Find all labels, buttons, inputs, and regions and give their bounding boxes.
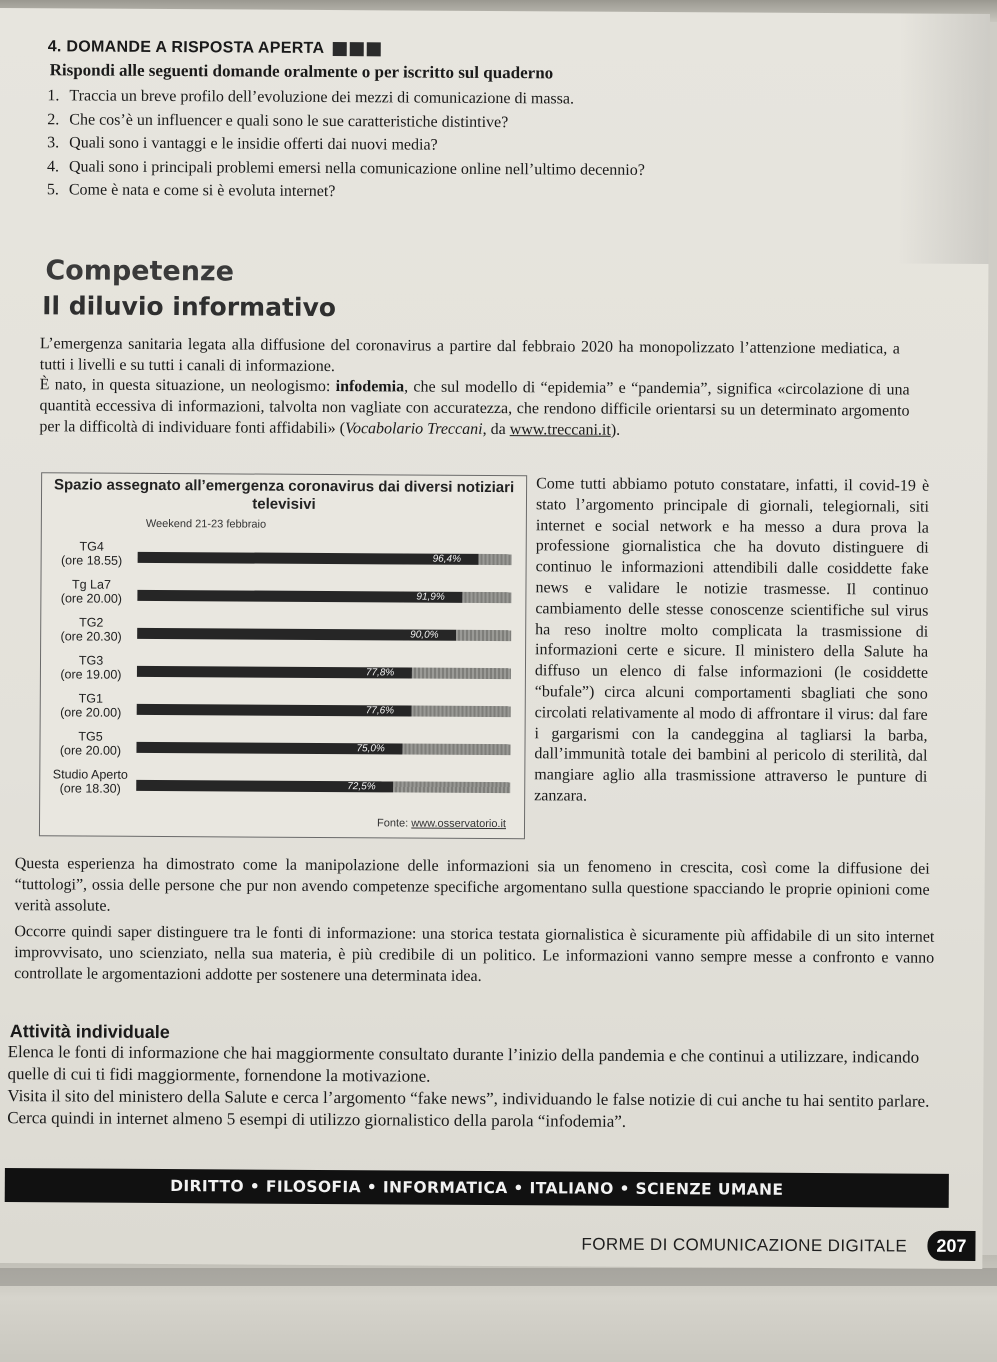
chart-bar: [138, 552, 479, 565]
chart-category-name: TG2: [79, 615, 104, 630]
chart-bar-value-label: 77,8%: [365, 667, 395, 679]
article-paragraph-3: Questa esperienza ha dimostrato come la manipolazione delle informazioni sia un fenomeno in crescita, così come la diffusione dei “tuttologi”, ossia delle persone che pur non avendo competenze specifiche argomentano sulla questione spacciando le proprie opinioni come verità assolute.: [14, 855, 930, 915]
question-item: 2. Che cos’è un influencer e quali sono le sue caratteristiche distintive?: [47, 110, 509, 131]
chart-bar-remainder: [402, 743, 510, 755]
question-item: 3. Quali sono i vantaggi e le insidie offerti dai nuovi media?: [47, 134, 438, 154]
chart-category-label: [44, 767, 136, 796]
chart-bar-remainder: [393, 781, 510, 793]
chart-category-name: TG4: [79, 539, 104, 554]
activity-item-3: Cerca quindi in internet almeno 5 esempi di utilizzo giornalistico della parola “infodemia”.: [7, 1108, 627, 1131]
chart-bar-remainder: [462, 592, 511, 603]
chart-category-time: (ore 20.00): [59, 743, 122, 758]
chart-source-link[interactable]: www.osservatorio.it: [411, 817, 507, 831]
chart-bar-remainder: [412, 706, 511, 718]
subjects-banner: DIRITTO • FILOSOFIA • INFORMATICA • ITALIANO • SCIENZE UMANE: [5, 1168, 949, 1208]
question-item: 4. Quali sono i principali problemi emersi nella comunicazione online nell’ultimo decennio?: [46, 157, 645, 179]
chart-category-time: (ore 18.55): [61, 553, 123, 568]
competenze-title: Competenze: [45, 255, 235, 288]
activity-item-2: Visita il sito del ministero della Salute e cerca l’argomento “fake news”, individuando le false notizie di cui anche tu hai sentito parlare.: [7, 1086, 930, 1111]
chart-category-time: (ore 20.00): [60, 591, 123, 606]
difficulty-squares-icon: [332, 42, 380, 56]
chart-category-label: [45, 691, 137, 720]
chart-bar-value-label: 72,5%: [347, 781, 376, 793]
chart-category-label: [45, 577, 137, 606]
chart-bar-value-label: 77,6%: [365, 705, 395, 717]
chart-bar-remainder: [456, 630, 511, 641]
underlying-sheet-edge: [0, 1268, 997, 1286]
treccani-citation: Vocabolario Treccani: [344, 420, 483, 438]
chart-category-label: [45, 615, 137, 644]
question-item: 1. Traccia un breve profilo dell’evoluzione dei mezzi di comunicazione di massa.: [47, 87, 575, 108]
questions-heading-text: 4. DOMANDE A RISPOSTA APERTA: [47, 38, 325, 57]
chart-source: Fonte: www.osservatorio.it: [376, 817, 507, 831]
chart-category-name: Studio Aperto: [52, 767, 128, 782]
chart-category-name: Tg La7: [71, 577, 111, 592]
chart-bar-value-label: 90,0%: [410, 629, 439, 641]
activity-item-1: Elenca le fonti di informazione che hai maggiormente consultato durante l’inizio della pandemia e che continui a utilizzare, indicando quelle di cui ti fidi maggiormente, fornendone la motivazione.: [7, 1042, 920, 1086]
article-paragraph-2: È nato, in questa situazione, un neologismo: infodemia, che sul modello di “epidemia” e “pandemia”, significa «circolazione di una quantità eccessiva di informazioni, talvolta non vagliate con accuratezza, che rendono difficile orientarsi su un determinato argomento per la difficoltà di individuare fonti affidabili» (Vocabolario Treccani, da www.treccani.it).: [39, 376, 910, 439]
questions-list: [47, 84, 646, 205]
chart-category-time: (ore 18.30): [59, 781, 121, 796]
chart-category-time: (ore 20.00): [60, 705, 122, 720]
chart-bar: [137, 590, 462, 603]
article-paragraph-1: L’emergenza sanitaria legata alla diffusione del coronavirus a partire dal febbraio 2020 ha monopolizzato l’attenzione mediatica, a tutti i livelli e su tutti i canali di informazione.: [39, 335, 900, 376]
chart-category-name: TG5: [78, 729, 103, 744]
chart-bar: [137, 628, 456, 641]
article-title: Il diluvio informativo: [42, 291, 337, 323]
tv-news-coverage-chart: [39, 472, 527, 839]
page-number: 207: [927, 1231, 975, 1261]
chart-category-name: TG3: [78, 653, 104, 668]
chart-period: Weekend 21-23 febbraio: [145, 517, 267, 531]
treccani-link[interactable]: www.treccani.it: [509, 421, 611, 439]
chart-bar-remainder: [412, 668, 511, 680]
chapter-title: FORME DI COMUNICAZIONE DIGITALE: [581, 1234, 908, 1256]
chart-bar-value-label: 75,0%: [356, 743, 385, 755]
activity-title: Attività individuale: [9, 1021, 170, 1043]
article-paragraph-4: Occorre quindi saper distinguere tra le fonti di informazione: una storica testata giornalistica è sicuramente più affidabile di un sito internet improvvisato, uno scienziato, nella sua materia, è più credibile di un politico. Le informazioni vanno sempre messe a confronto e vanno controllate le argomentazioni addotte per sostenere una determinata idea.: [14, 923, 935, 985]
infodemia-term: infodemia: [335, 378, 405, 396]
article-side-column: Come tutti abbiamo potuto constatare, infatti, il covid-19 è stato l’argomento principale di giornali, telegiornali, siti internet e social network e ha messo a dura prova la professione giornalistica che ha dovuto distinguere di continuo le informazioni attendibili dalle cosiddette fake news e validare le notizie trasmesse. Il continuo cambiamento delle stesse conoscenze scientifiche sul virus ha reso inoltre molto complicata la trasmissione di informazioni certe e sicure. Il ministero della Salute ha diffuso un elenco di false informazioni (le cosiddette “bufale”) circa alcuni comportamenti sbagliati che sono circolati relativamente al modo di affrontare il virus: dal fare i gargarismi con la candeggina al tagliarsi la barba, dall’immunità totale dei bambini al pericolo di sterilità, dal mangiare aglio alla trasmissione attraverso le punture di zanzara.: [534, 475, 930, 805]
questions-heading: [48, 38, 381, 58]
chart-category-time: (ore 19.00): [60, 667, 122, 682]
chart-bar-value-label: 91,9%: [416, 591, 445, 603]
chart-bar-value-label: 96,4%: [432, 553, 462, 565]
activity-text: [7, 1041, 943, 1135]
chart-category-label: [45, 653, 137, 682]
textbook-page: [0, 8, 990, 1269]
chart-category-name: TG1: [78, 691, 103, 706]
chart-category-time: (ore 20.30): [60, 629, 122, 644]
chart-category-label: [46, 539, 138, 568]
chart-category-label: [44, 729, 136, 758]
page-edge-shadow: [898, 13, 990, 264]
chart-bar-remainder: [479, 554, 512, 565]
questions-intro: Rispondi alle seguenti domande oralmente o per iscritto sul quaderno: [49, 60, 554, 83]
question-item: 5. Come è nata e come si è evoluta internet?: [46, 181, 336, 201]
chart-title: Spazio assegnato all’emergenza coronavirus dai diversi notiziari televisivi: [53, 476, 515, 513]
